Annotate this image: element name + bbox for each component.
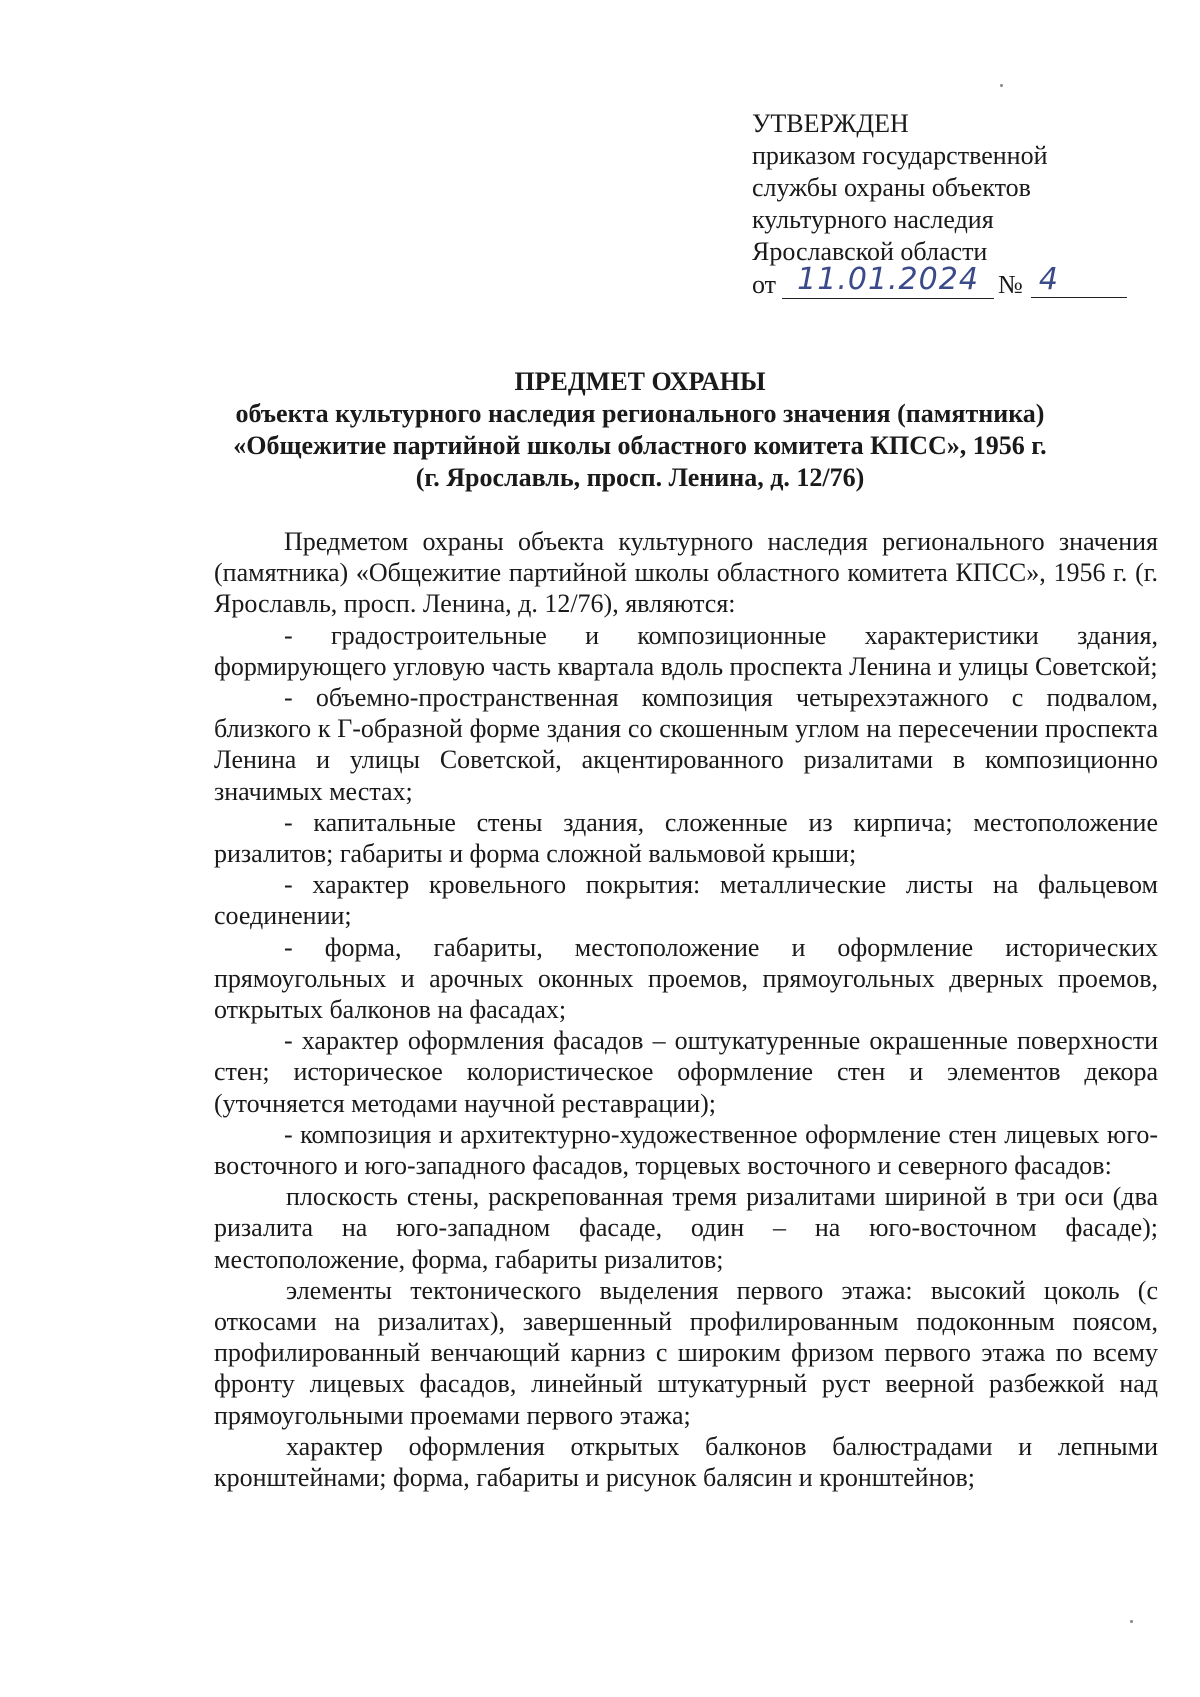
approval-line: службы охраны объектов <box>752 173 1031 202</box>
approval-line: культурного наследия <box>752 205 994 234</box>
approval-title: УТВЕРЖДЕН <box>752 109 909 138</box>
list-item: - форма, габариты, местоположение и оформление исторических прямоугольных и арочных оконных проемов, прямоугольных дверных проемов, открытых балконов на фасадах; <box>214 932 1158 1025</box>
approval-line: приказом государственной <box>752 141 1048 170</box>
approval-date-row <box>752 262 1152 301</box>
sub-item: элементы тектонического выделения первого этажа: высокий цоколь (с откосами на ризалитах), завершенный профилированным подоконным поясом, профилированный венчающий карниз с широким фризом первого этажа по всему фронту лицевых фасадов, линейный штукатурный руст веерной разбежкой над прямоугольными проемами первого этажа; <box>214 1275 1158 1430</box>
list-item: - характер кровельного покрытия: металлические листы на фальцевом соединении; <box>214 870 1158 931</box>
intro-paragraph: Предметом охраны объекта культурного наследия регионального значения (памятника) «Общежитие партийной школы областного комитета КПСС», 1956 г. (г. Ярославль, просп. Ленина, д. 12/76), являются: <box>214 527 1158 619</box>
list-item: - характер оформления фасадов – оштукатуренные окрашенные поверхности стен; историческое колористическое оформление стен и элементов декора (уточняется методами научной реставрации); <box>214 1026 1158 1118</box>
approval-block <box>752 108 1152 301</box>
heading-subtitle: объекта культурного наследия регионального значения (памятника) <box>235 399 1045 428</box>
heading-title: ПРЕДМЕТ ОХРАНЫ <box>514 367 766 396</box>
list-item: - объемно-пространственная композиция четырехэтажного с подвалом, близкого к Г-образной форме здания со скошенным углом на пересечении проспекта Ленина и улицы Советской, акцентированного ризалитами в композиционно значимых местах; <box>214 683 1158 806</box>
heading-address: (г. Ярославль, просп. Ленина, д. 12/76) <box>415 463 865 492</box>
number-prefix: № <box>998 270 1023 299</box>
sub-item: плоскость стены, раскрепованная тремя ризалитами шириной в три оси (два ризалита на юго-западном фасаде, один – на юго-восточном фасаде); местоположение, форма, габариты ризалитов; <box>214 1182 1158 1274</box>
date-prefix: от <box>752 270 777 299</box>
document-body <box>214 526 1158 1493</box>
number-field <box>1031 262 1127 298</box>
list-item: - градостроительные и композиционные характеристики здания, формирующего угловую часть квартала вдоль проспекта Ленина и улицы Советской; <box>214 620 1158 681</box>
approval-line: Ярославской области <box>752 237 988 266</box>
handwritten-date: 11.01.2024 <box>797 262 979 297</box>
date-field <box>782 262 994 299</box>
scan-speck <box>1000 84 1003 87</box>
scan-speck <box>1130 1620 1133 1623</box>
list-item: - композиция и архитектурно-художественное оформление стен лицевых юго-восточного и юго-западного фасадов, торцевых восточного и северного фасадов: <box>214 1119 1158 1181</box>
document-heading <box>150 366 1130 494</box>
handwritten-number: 4 <box>1038 262 1059 297</box>
sub-item: характер оформления открытых балконов балюстрадами и лепными кронштейнами; форма, габариты и рисунок балясин и кронштейнов; <box>214 1431 1158 1493</box>
heading-object-name: «Общежитие партийной школы областного комитета КПСС», 1956 г. <box>233 431 1047 460</box>
list-item: - капитальные стены здания, сложенные из кирпича; местоположение ризалитов; габариты и форма сложной вальмовой крыши; <box>214 807 1158 869</box>
